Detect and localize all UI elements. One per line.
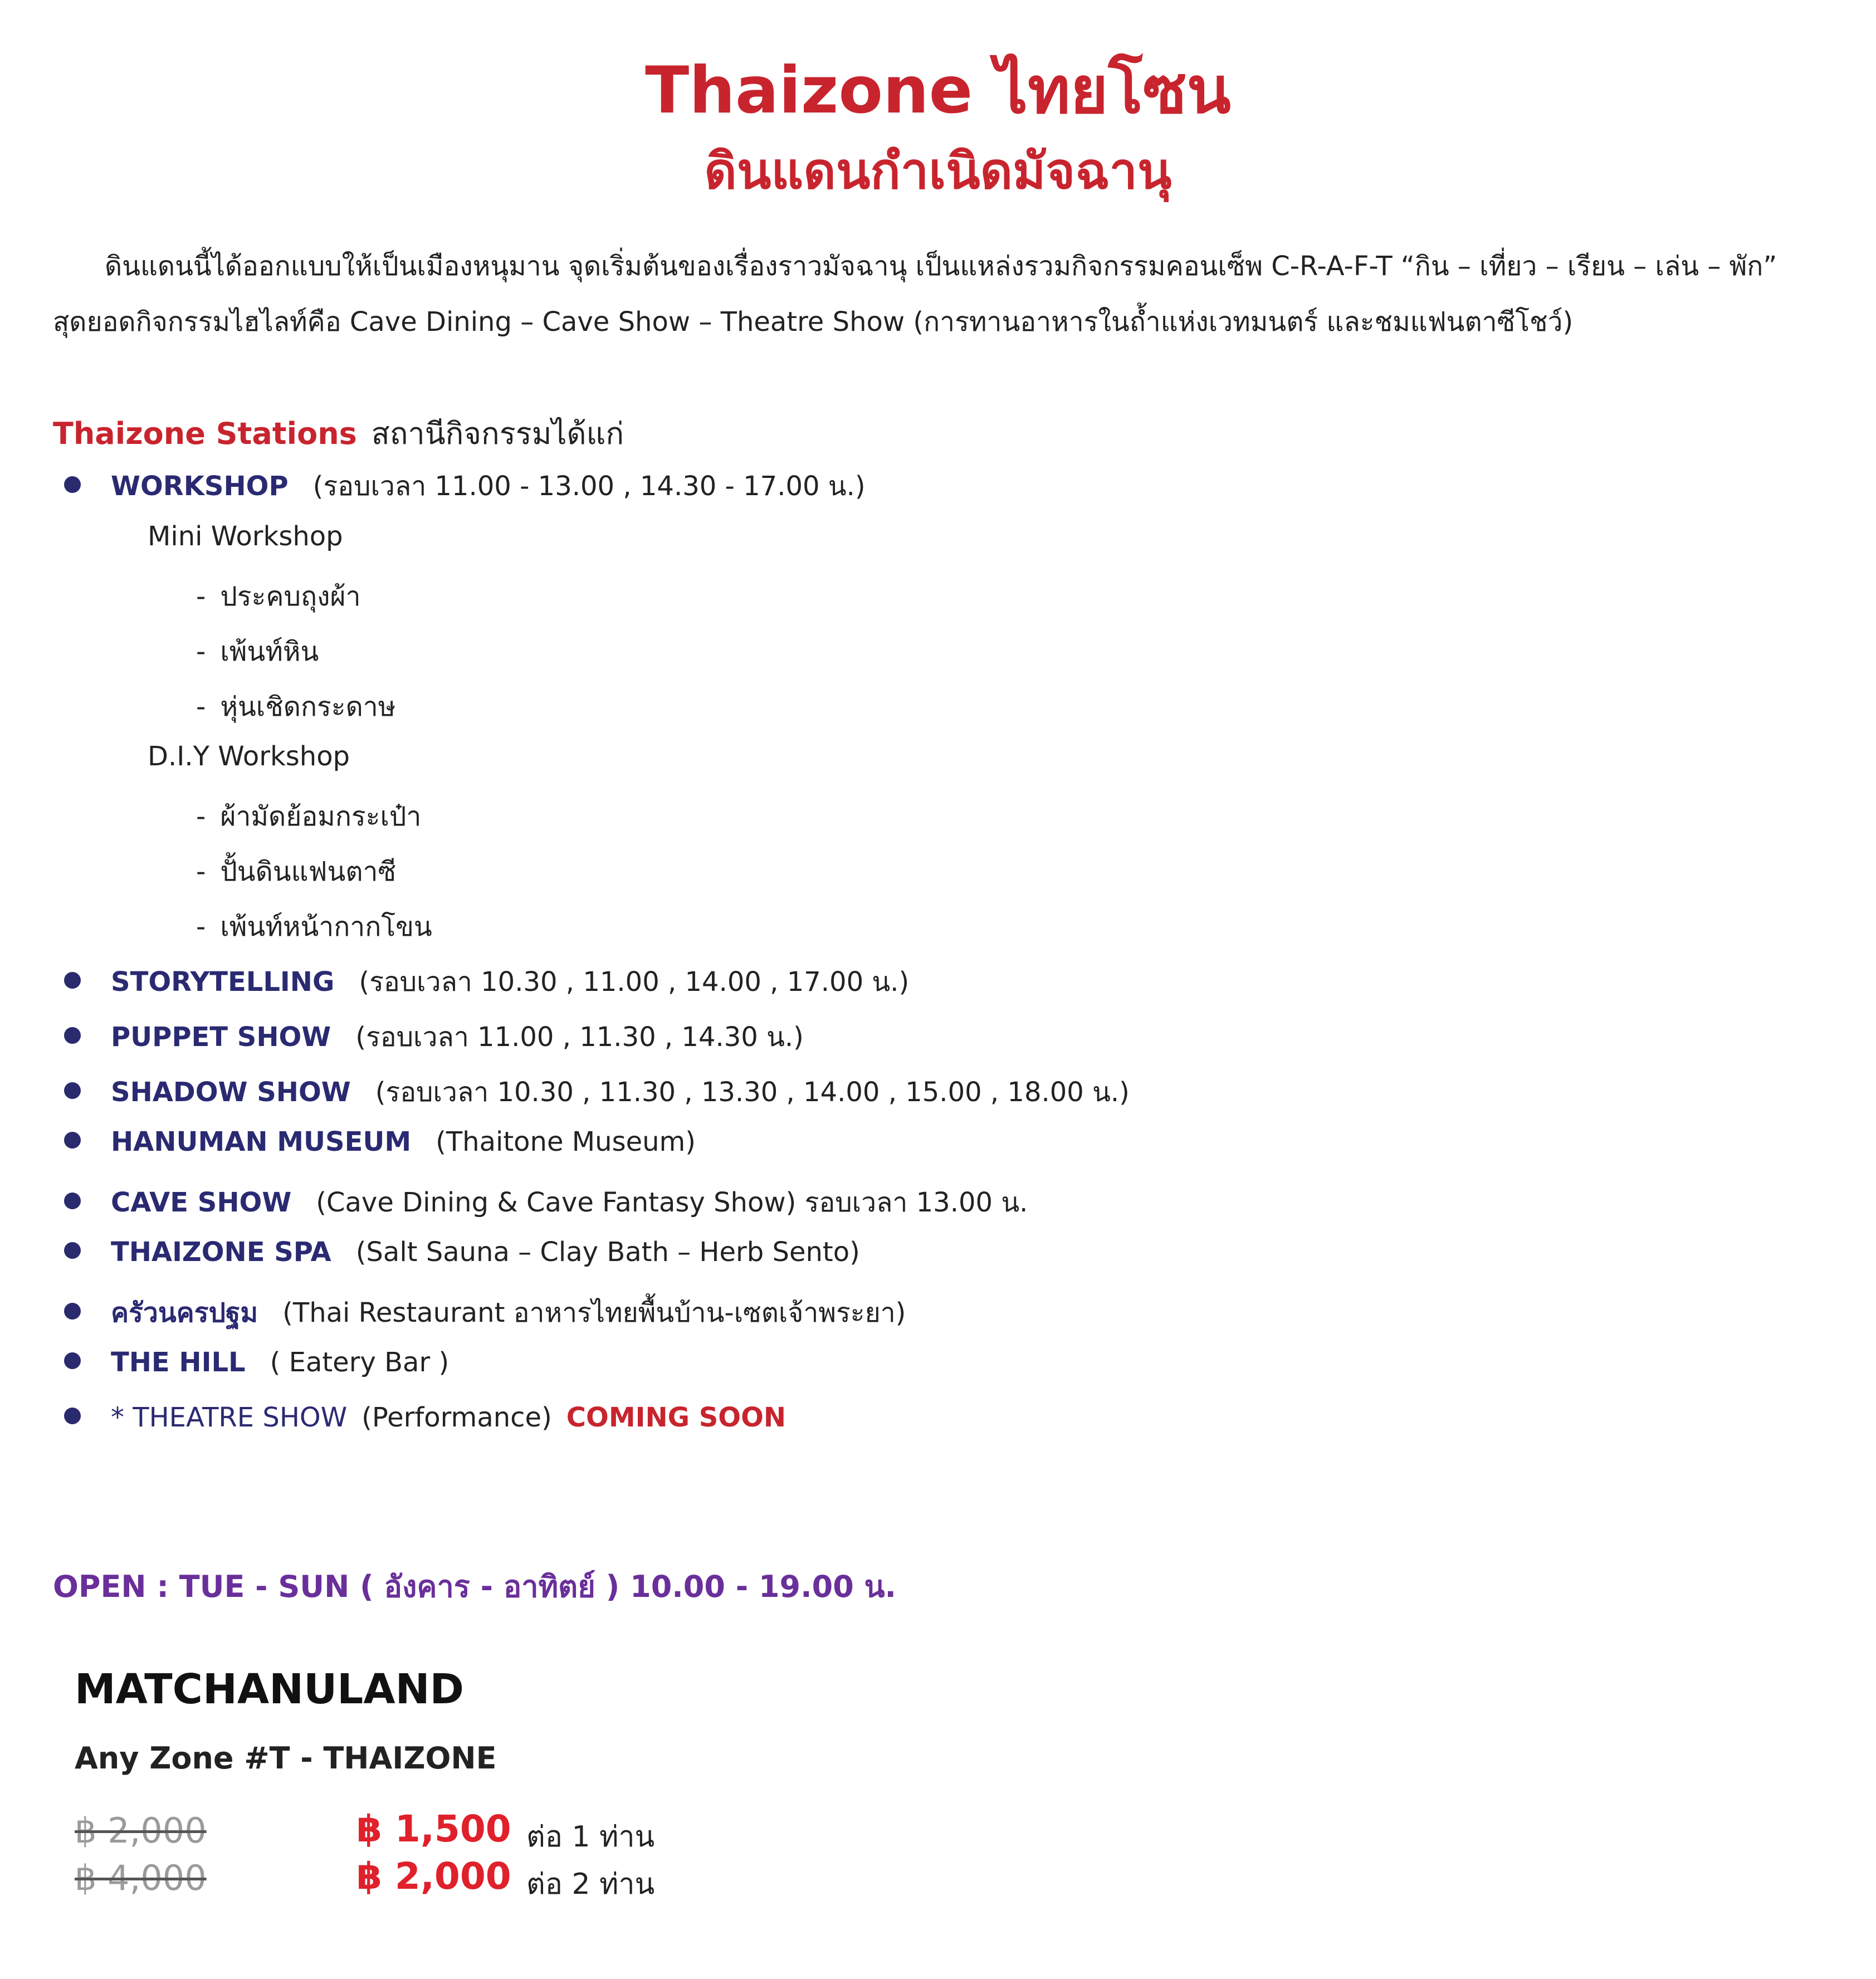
page-subtitle: ดินแดนกำเนิดมัจฉานุ bbox=[704, 142, 1172, 201]
list-item-text: หุ่นเชิดกระดาษ bbox=[220, 691, 396, 722]
list-item bbox=[196, 575, 361, 618]
station-detail: (Cave Dining & Cave Fantasy Show) รอบเวลา 13.00 น. bbox=[316, 1187, 1028, 1218]
diy-workshop-heading: D.I.Y Workshop bbox=[148, 741, 350, 772]
station-thai-restaurant bbox=[64, 1292, 906, 1334]
bullet-icon bbox=[64, 1132, 81, 1149]
list-item bbox=[196, 631, 319, 673]
list-item bbox=[196, 906, 432, 948]
dash-marker: - bbox=[196, 911, 206, 942]
station-label: THAIZONE SPA bbox=[111, 1237, 331, 1268]
list-item-text: ปั้นดินแฟนตาซี bbox=[220, 856, 397, 887]
station-hanuman-museum bbox=[64, 1126, 696, 1157]
station-shadow-show bbox=[64, 1071, 1130, 1113]
stations-heading bbox=[53, 409, 624, 457]
mini-workshop-heading: Mini Workshop bbox=[148, 521, 343, 552]
list-item-text: ประคบถุงผ้า bbox=[220, 581, 361, 612]
open-hours: OPEN : TUE - SUN ( อังคาร - อาทิตย์ ) 10.00 - 19.00 น. bbox=[53, 1569, 897, 1604]
price-per-person: ต่อ 1 ท่าน bbox=[526, 1820, 655, 1854]
old-price: ฿ 2,000 bbox=[75, 1810, 207, 1851]
bullet-icon bbox=[64, 972, 81, 989]
bullet-icon bbox=[64, 476, 81, 493]
station-detail: (Salt Sauna – Clay Bath – Herb Sento) bbox=[355, 1237, 860, 1268]
station-label: STORYTELLING bbox=[111, 966, 335, 998]
bullet-icon bbox=[64, 1408, 81, 1424]
coming-soon-badge: COMING SOON bbox=[566, 1402, 786, 1433]
dash-marker: - bbox=[196, 581, 206, 612]
product-name: MATCHANULAND bbox=[75, 1665, 464, 1713]
list-item-text: เพ้นท์หิน bbox=[220, 636, 319, 667]
station-detail: (รอบเวลา 10.30 , 11.30 , 13.30 , 14.00 , 15.00 , 18.00 น.) bbox=[375, 1077, 1130, 1108]
product-zone: Any Zone #T - THAIZONE bbox=[75, 1741, 497, 1776]
stations-heading-text: สถานีกิจกรรมได้แก่ bbox=[371, 416, 624, 451]
bullet-icon bbox=[64, 1242, 81, 1259]
old-price: ฿ 4,000 bbox=[75, 1858, 207, 1898]
station-label: WORKSHOP bbox=[111, 471, 289, 502]
station-label: PUPPET SHOW bbox=[111, 1022, 331, 1053]
station-detail: ( Eatery Bar ) bbox=[270, 1347, 450, 1378]
page-title: Thaizone ไทยโซน bbox=[645, 53, 1231, 128]
station-storytelling bbox=[64, 961, 909, 1003]
station-detail: (รอบเวลา 10.30 , 11.00 , 14.00 , 17.00 น.) bbox=[359, 966, 910, 998]
station-detail: (Thaitone Museum) bbox=[436, 1126, 696, 1157]
station-label: * THEATRE SHOW bbox=[111, 1402, 348, 1433]
intro-line-1: ดินแดนนี้ได้ออกแบบให้เป็นเมืองหนุมาน จุดเริ่มต้นของเรื่องราวมัจฉานุ เป็นแหล่งรวมกิจกรรมคอนเซ็พ C-R-A-F-T “กิน – เที่ยว – เรียน – เล่น – พัก” bbox=[105, 251, 1777, 282]
price-per-person: ต่อ 2 ท่าน bbox=[526, 1868, 655, 1901]
new-price: ฿ 1,500 bbox=[356, 1807, 511, 1850]
station-detail: (Performance) bbox=[361, 1402, 552, 1433]
station-detail: (Thai Restaurant อาหารไทยพื้นบ้าน-เซตเจ้าพระยา) bbox=[282, 1297, 906, 1328]
list-item bbox=[196, 851, 396, 893]
dash-marker: - bbox=[196, 801, 206, 832]
dash-marker: - bbox=[196, 691, 206, 722]
dash-marker: - bbox=[196, 856, 206, 887]
station-theatre-show bbox=[64, 1402, 786, 1433]
new-price: ฿ 2,000 bbox=[356, 1855, 511, 1898]
station-the-hill bbox=[64, 1347, 449, 1378]
bullet-icon bbox=[64, 1193, 81, 1209]
list-item-text: ผ้ามัดย้อมกระเป๋า bbox=[220, 801, 422, 832]
station-label: THE HILL bbox=[111, 1347, 246, 1378]
bullet-icon bbox=[64, 1352, 81, 1369]
station-label: HANUMAN MUSEUM bbox=[111, 1126, 412, 1157]
station-detail: (รอบเวลา 11.00 - 13.00 , 14.30 - 17.00 น.) bbox=[312, 471, 866, 502]
stations-heading-brand: Thaizone Stations bbox=[53, 416, 357, 451]
bullet-icon bbox=[64, 1082, 81, 1099]
station-label: CAVE SHOW bbox=[111, 1187, 292, 1218]
station-thaizone-spa bbox=[64, 1237, 860, 1268]
intro-line-2: สุดยอดกิจกรรมไฮไลท์คือ Cave Dining – Cave Show – Theatre Show (การทานอาหารในถ้ำแห่งเวทมนตร์ และชมแฟนตาซีโชว์) bbox=[53, 306, 1574, 338]
list-item-text: เพ้นท์หน้ากากโขน bbox=[220, 911, 432, 942]
station-workshop bbox=[64, 465, 866, 507]
bullet-icon bbox=[64, 1027, 81, 1044]
station-detail: (รอบเวลา 11.00 , 11.30 , 14.30 น.) bbox=[355, 1022, 804, 1053]
station-cave-show bbox=[64, 1181, 1028, 1224]
station-label: SHADOW SHOW bbox=[111, 1077, 351, 1108]
list-item bbox=[196, 795, 421, 838]
dash-marker: - bbox=[196, 636, 206, 667]
station-puppet-show bbox=[64, 1016, 804, 1058]
bullet-icon bbox=[64, 1303, 81, 1320]
station-label: ครัวนครปฐม bbox=[111, 1297, 258, 1328]
list-item bbox=[196, 686, 395, 728]
